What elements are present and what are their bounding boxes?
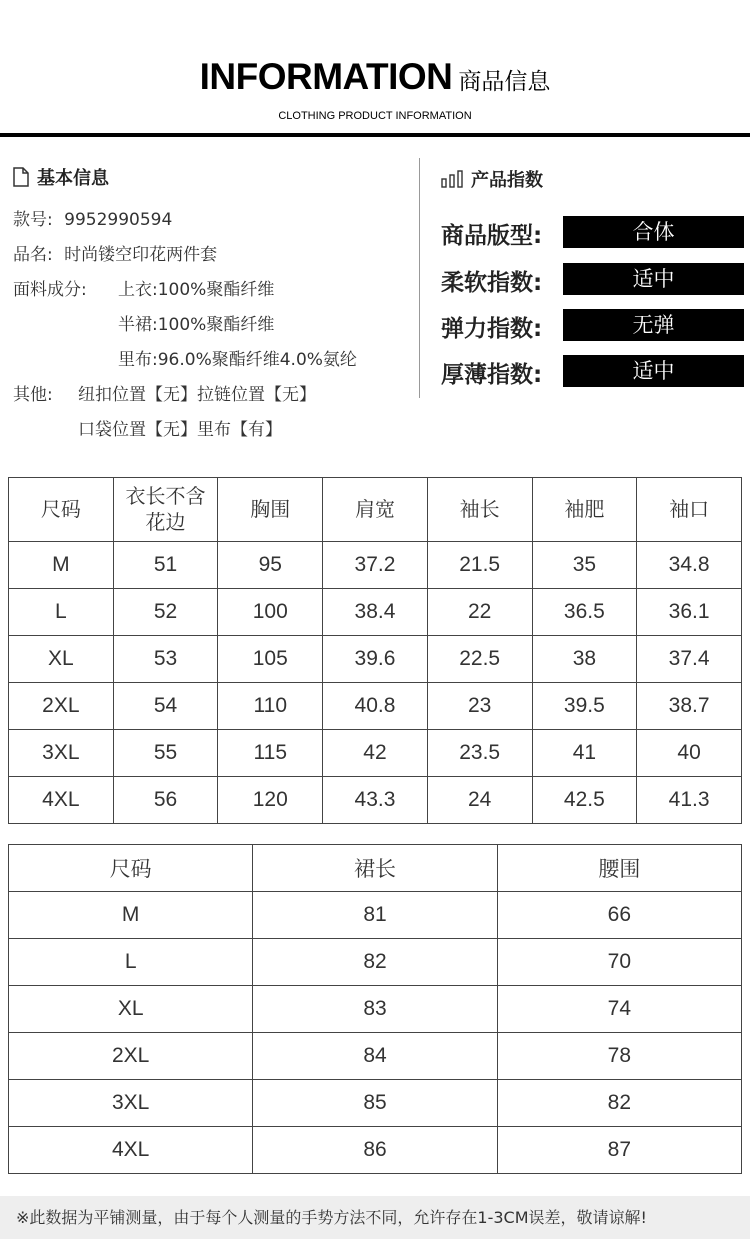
fabric-line-1: 上衣:100%聚酯纤维 — [118, 280, 275, 300]
fabric-label: 面料成分: — [13, 280, 87, 300]
basic-info-title: 基本信息 — [13, 164, 109, 190]
table-row — [9, 1033, 742, 1080]
table-cell: 39.6 — [323, 636, 428, 683]
table-header-row — [9, 478, 742, 542]
table-header-row — [9, 845, 742, 892]
footnote: ※此数据为平铺测量，由于每个人测量的手势方法不同，允许存在1-3CM误差，敬请谅解! — [0, 1196, 750, 1239]
table-cell: 100 — [218, 589, 323, 636]
table-cell: 82 — [253, 939, 497, 986]
other-line-2: 口袋位置【无】里布【有】 — [78, 420, 282, 440]
table-cell: 85 — [253, 1080, 497, 1127]
table-cell: 36.5 — [532, 589, 637, 636]
style-no-label: 款号: — [13, 210, 53, 230]
table-row — [9, 939, 742, 986]
table-cell: L — [9, 939, 253, 986]
table-cell: 82 — [497, 1080, 741, 1127]
style-no-row — [13, 205, 172, 230]
table-cell: 53 — [113, 636, 218, 683]
header-cell: 尺码 — [9, 478, 114, 542]
table-cell: 36.1 — [637, 589, 742, 636]
table-cell: 54 — [113, 683, 218, 730]
name-row — [13, 240, 217, 265]
elasticity-value: 无弹 — [563, 309, 744, 341]
table-row — [9, 892, 742, 939]
table-cell: 38.4 — [323, 589, 428, 636]
table-cell: 51 — [113, 542, 218, 589]
table-cell: 52 — [113, 589, 218, 636]
header-cell: 腰围 — [497, 845, 741, 892]
table-row — [9, 777, 742, 824]
table-cell: 4XL — [9, 777, 114, 824]
other-label: 其他: — [13, 385, 53, 405]
table-cell: 3XL — [9, 730, 114, 777]
table-cell: 34.8 — [637, 542, 742, 589]
table-cell: 83 — [253, 986, 497, 1033]
table-cell: 42.5 — [532, 777, 637, 824]
table-cell: 40.8 — [323, 683, 428, 730]
table-cell: 42 — [323, 730, 428, 777]
table-cell: 22 — [427, 589, 532, 636]
table-cell: XL — [9, 986, 253, 1033]
header-cell: 袖口 — [637, 478, 742, 542]
table-cell: 37.4 — [637, 636, 742, 683]
table-cell: 38 — [532, 636, 637, 683]
thickness-label: 厚薄指数: — [441, 362, 543, 388]
table-cell: 115 — [218, 730, 323, 777]
table-cell: 74 — [497, 986, 741, 1033]
table-cell: 24 — [427, 777, 532, 824]
table-row — [9, 730, 742, 777]
table-cell: 35 — [532, 542, 637, 589]
table-cell: M — [9, 542, 114, 589]
softness-label: 柔软指数: — [441, 270, 543, 296]
table-cell: 78 — [497, 1033, 741, 1080]
table-row — [9, 1127, 742, 1174]
bar-chart-icon — [441, 170, 463, 188]
table-cell: 87 — [497, 1127, 741, 1174]
table-cell: 22.5 — [427, 636, 532, 683]
fit-value: 合体 — [563, 216, 744, 248]
table-row — [9, 986, 742, 1033]
name-value: 时尚镂空印花两件套 — [64, 245, 218, 265]
header-cell: 袖肥 — [532, 478, 637, 542]
table-cell: 105 — [218, 636, 323, 683]
header-cell: 袖长 — [427, 478, 532, 542]
fit-label: 商品版型: — [441, 223, 543, 249]
table-cell: 56 — [113, 777, 218, 824]
top-size-table — [8, 477, 742, 824]
table-cell: 37.2 — [323, 542, 428, 589]
title-cn: 商品信息 — [458, 69, 551, 95]
table-row — [9, 1080, 742, 1127]
thickness-value: 适中 — [563, 355, 744, 387]
document-icon — [13, 167, 29, 187]
table-cell: 3XL — [9, 1080, 253, 1127]
name-label: 品名: — [13, 245, 53, 265]
table-cell: 23.5 — [427, 730, 532, 777]
product-index-title: 产品指数 — [441, 166, 543, 192]
table-cell: 55 — [113, 730, 218, 777]
table-cell: 95 — [218, 542, 323, 589]
header-title — [0, 56, 750, 98]
header-divider — [0, 133, 750, 137]
section-divider — [419, 158, 420, 398]
softness-value: 适中 — [563, 263, 744, 295]
fabric-line-3: 里布:96.0%聚酯纤维4.0%氨纶 — [118, 350, 357, 370]
style-no-value: 9952990594 — [64, 210, 173, 230]
table-row — [9, 542, 742, 589]
table-cell: 43.3 — [323, 777, 428, 824]
header-cell: 肩宽 — [323, 478, 428, 542]
table-cell: 120 — [218, 777, 323, 824]
table-row — [9, 683, 742, 730]
table-cell: XL — [9, 636, 114, 683]
table-cell: 84 — [253, 1033, 497, 1080]
fabric-line-2: 半裙:100%聚酯纤维 — [118, 315, 275, 335]
title-en: INFORMATION — [199, 56, 453, 97]
table-cell: 86 — [253, 1127, 497, 1174]
table-cell: 40 — [637, 730, 742, 777]
skirt-size-table — [8, 844, 742, 1174]
table-cell: 39.5 — [532, 683, 637, 730]
header-cell: 尺码 — [9, 845, 253, 892]
table-row — [9, 589, 742, 636]
table-cell: 66 — [497, 892, 741, 939]
table-cell: 4XL — [9, 1127, 253, 1174]
table-row — [9, 636, 742, 683]
table-cell: 41 — [532, 730, 637, 777]
table-cell: M — [9, 892, 253, 939]
table-cell: 2XL — [9, 1033, 253, 1080]
table-cell: L — [9, 589, 114, 636]
header-cell: 胸围 — [218, 478, 323, 542]
elasticity-label: 弹力指数: — [441, 316, 543, 342]
other-line-1: 纽扣位置【无】拉链位置【无】 — [78, 385, 316, 405]
header-subtitle: CLOTHING PRODUCT INFORMATION — [278, 110, 472, 122]
table-cell: 38.7 — [637, 683, 742, 730]
table-cell: 70 — [497, 939, 741, 986]
table-cell: 2XL — [9, 683, 114, 730]
header-cell: 裙长 — [253, 845, 497, 892]
table-cell: 110 — [218, 683, 323, 730]
header-cell: 衣长不含花边 — [113, 478, 218, 542]
table-cell: 23 — [427, 683, 532, 730]
table-cell: 81 — [253, 892, 497, 939]
table-cell: 41.3 — [637, 777, 742, 824]
table-cell: 21.5 — [427, 542, 532, 589]
